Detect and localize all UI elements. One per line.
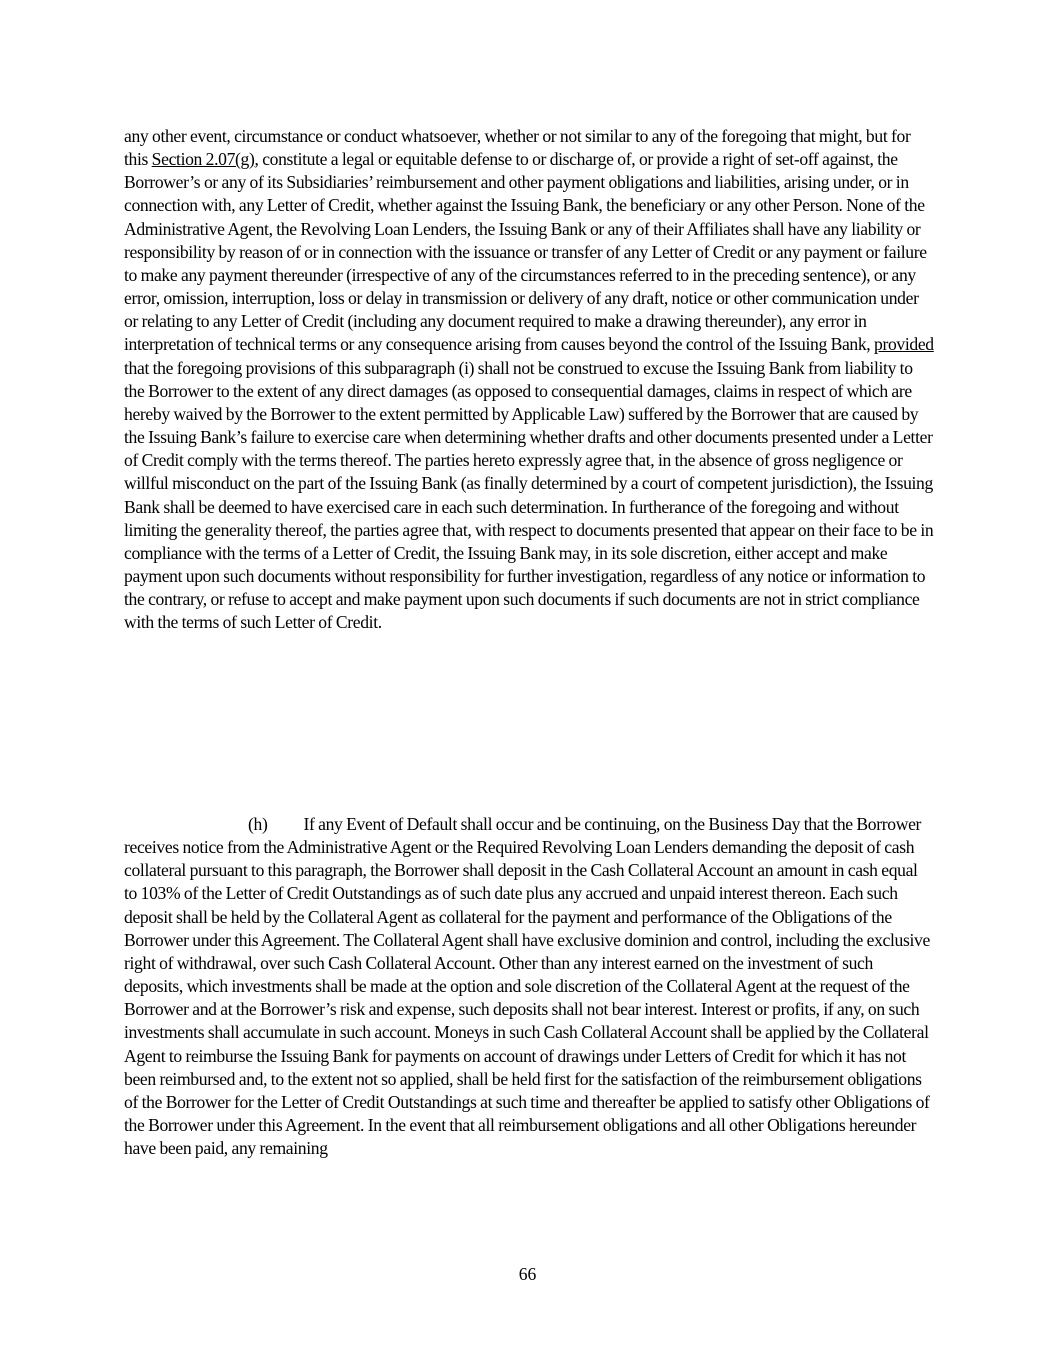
paragraph-h-text: If any Event of Default shall occur and be continuing, on the Business Day that the Borrower receives notice from the Administrative Agent or the Required Revolving Loan Lenders demanding the deposit of cash collateral pursuant to this paragraph, the Borrower shall deposit in the Cash Collateral Account an amount in cash equal to 103% of the Letter of Credit Outstandings as of such date plus any accrued and unpaid interest thereon. Each such deposit shall be held by the Collateral Agent as collateral for the payment and performance of the Obligations of the Borrower under this Agreement. The Collateral Agent shall have exclusive dominion and control, including the exclusive right of withdrawal, over such Cash Collateral Account. Other than any interest earned on the investment of such deposits, which investments shall be made at the option and sole discretion of the Collateral Agent at the request of the Borrower and at the Borrower’s risk and expense, such deposits shall not bear interest. Interest or profits, if any, on such investments shall accumulate in such account. Moneys in such Cash Collateral Account shall be applied by the Collateral Agent to reimburse the Issuing Bank for payments on account of drawings under Letters of Credit for which it has not been reimbursed and, to the extent not so applied, shall be held first for the satisfaction of the reimbursement obligations of the Borrower for the Letter of Credit Outstandings at such time and thereafter be applied to satisfy other Obligations of the Borrower under this Agreement. In the event that all reimbursement obligations and all other Obligations hereunder have been paid, any remaining [124,814,930,1159]
section-reference: Section 2.07(g) [151,149,255,170]
provided-term: provided [874,334,934,355]
paragraph-g-text-2: , constitute a legal or equitable defense to or discharge of, or provide a right of set-off against, the Borrower’s or any of its Subsidiaries’ reimbursement and other payment obligations and liabilities, arising under, or in connection with, any Letter of Credit, whether against the Issuing Bank, the beneficiary or any other Person. None of the Administrative Agent, the Revolving Loan Lenders, the Issuing Bank or any of their Affiliates shall have any liability or responsibility by reason of or in connection with the issuance or transfer of any Letter of Credit or any payment or failure to make any payment thereunder (irrespective of any of the circumstances referred to in the preceding sentence), or any error, omission, interruption, loss or delay in transmission or delivery of any draft, notice or other communication under or relating to any Letter of Credit (including any document required to make a drawing thereunder), any error in interpretation of technical terms or any consequence arising from causes beyond the control of the Issuing Bank, [124,149,927,355]
paragraph-h [124,813,934,1160]
page-number: 66 [518,1264,537,1284]
paragraph-g-text-3: that the foregoing provisions of this subparagraph (i) shall not be construed to excuse the Issuing Bank from liability to the Borrower to the extent of any direct damages (as opposed to consequential damages, claims in respect of which are hereby waived by the Borrower to the extent permitted by Applicable Law) suffered by the Borrower that are caused by the Issuing Bank’s failure to exercise care when determining whether drafts and other documents presented under a Letter of Credit comply with the terms thereof. The parties hereto expressly agree that, in the absence of gross negligence or willful misconduct on the part of the Issuing Bank (as finally determined by a court of competent jurisdiction), the Issuing Bank shall be deemed to have exercised care in each such determination. In furtherance of the foregoing and without limiting the generality thereof, the parties agree that, with respect to documents presented that appear on their face to be in compliance with the terms of a Letter of Credit, the Issuing Bank may, in its sole discretion, either accept and make payment upon such documents without responsibility for further investigation, regardless of any notice or information to the contrary, or refuse to accept and make payment upon such documents if such documents are not in strict compliance with the terms of such Letter of Credit. [124,357,934,633]
paragraph-h-label: (h) [248,814,268,834]
paragraph-g-continuation [124,125,934,634]
paragraph-g-text-1: any other event, circumstance or conduct whatsoever, whether or not similar to any of the foregoing that might, but for this [124,126,911,170]
